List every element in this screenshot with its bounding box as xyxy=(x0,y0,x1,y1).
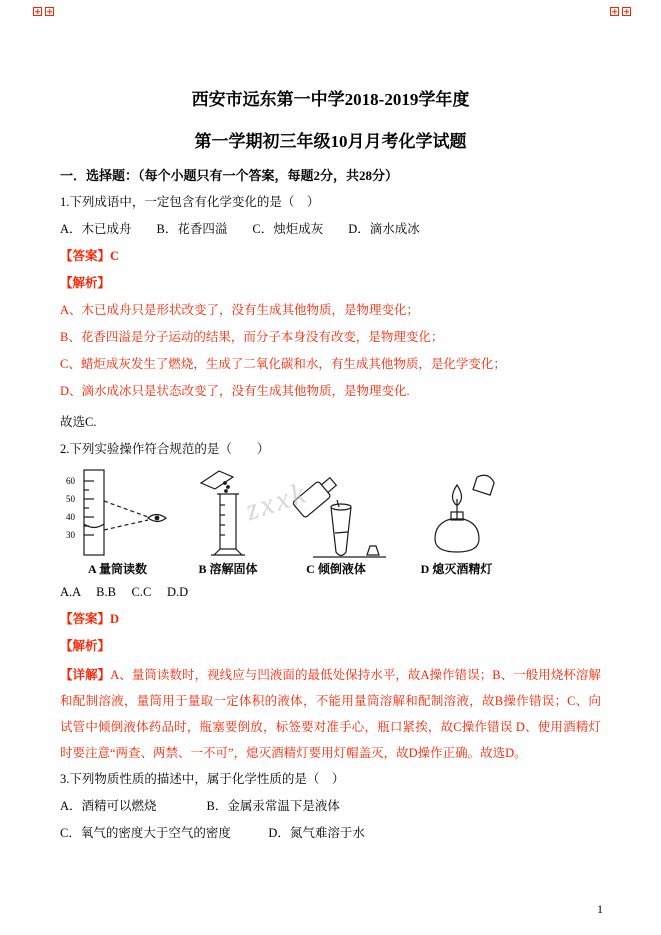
q2-analysis-label: 【解析】 xyxy=(60,639,111,653)
q1-options: A．木已成舟 B．花香四溢 C．烛炬成灰 D．滴水成冰 xyxy=(60,222,420,236)
q2-options: A.A B.B C.C D.D xyxy=(60,585,189,599)
q1-analysis-line-c: C、蜡炬成灰发生了燃烧，生成了二氧化碳和水，有生成其他物质，是化学变化； xyxy=(60,357,506,371)
q2-answer-label: 【答案】 xyxy=(60,612,111,626)
q1-conclusion: 故选C. xyxy=(60,415,97,429)
q2-detail xyxy=(60,662,601,766)
crop-mark-left-icon xyxy=(33,7,54,16)
figure-d-label: D 熄灭酒精灯 xyxy=(420,562,493,576)
q3-stem: 3.下列物质性质的描述中，属于化学性质的是（ ） xyxy=(60,772,345,786)
figure-c-pouring-liquid xyxy=(281,467,391,579)
reagent-bottle-icon xyxy=(292,474,339,518)
figure-a-cylinder-reading xyxy=(60,467,175,579)
section-heading: 一．选择题：（每个小题只有一个答案，每题2分，共28分） xyxy=(60,168,399,183)
q1-answer-label: 【答案】 xyxy=(60,249,111,263)
figure-b-label: B 溶解固体 xyxy=(198,562,258,576)
q2-stem: 2.下列实验操作符合规范的是（ ） xyxy=(60,442,270,456)
q1-analysis-heading xyxy=(60,270,601,297)
crop-mark-square xyxy=(622,7,631,16)
q3-options-line-1: A．酒精可以燃烧 B．金属汞常温下是液体 xyxy=(60,799,340,813)
q1-stem: 1.下列成语中，一定包含有化学变化的是（ ） xyxy=(60,195,320,209)
q1-answer-value: C xyxy=(110,249,120,263)
scale-40: 40 xyxy=(66,512,75,522)
q2-answer-line xyxy=(60,606,601,633)
dissolving-solid-image xyxy=(193,467,263,559)
q1-analysis-line-a: A、木已成舟只是形状改变了，没有生成其他物质，是物理变化； xyxy=(60,303,420,317)
figure-b-dissolving-solid xyxy=(193,467,263,579)
q2-analysis-heading xyxy=(60,633,601,660)
scale-60: 60 xyxy=(66,476,75,486)
pouring-drawing xyxy=(292,474,386,557)
cylinder-drawing xyxy=(84,470,148,555)
page-number: 1 xyxy=(597,902,603,916)
dissolving-drawing xyxy=(201,471,245,555)
q1-analysis-line-d: D、滴水成冰只是状态改变了，没有生成其他物质，是物理变化. xyxy=(60,384,410,398)
exam-title-line-1: 西安市远东第一中学2018-2019学年度 xyxy=(191,90,470,109)
q2-answer-value: D xyxy=(110,612,120,626)
q1-analysis-line-b: B、花香四溢是分子运动的结果，而分子本身没有改变，是物理变化； xyxy=(60,330,444,344)
q3-options-line-2: C．氧气的密度大于空气的密度 D．氮气难溶于水 xyxy=(60,826,365,840)
watermark: zxxk xyxy=(241,476,313,528)
q2-figure xyxy=(60,467,520,579)
crop-mark-right-icon xyxy=(610,7,631,16)
extinguish-lamp-image xyxy=(409,467,504,559)
scale-50: 50 xyxy=(66,494,75,504)
lamp-drawing xyxy=(435,473,496,552)
pouring-liquid-image xyxy=(281,467,391,559)
crop-mark-square xyxy=(33,7,42,16)
figure-d-extinguish-lamp xyxy=(409,467,504,579)
q1-analysis-label: 【解析】 xyxy=(60,276,111,290)
figure-a-label: A 量筒读数 xyxy=(87,562,147,576)
q1-answer-line xyxy=(60,243,601,270)
crop-mark-square xyxy=(610,7,619,16)
q2-detail-text: A、量筒读数时，视线应与凹液面的最低处保持水平，故A操作错误；B、一般用烧杯溶解和配制溶液，量筒用于量取一定体积的液体，不能用量筒溶解和配制溶液，故B操作错误；C、向试管中倾倒液体药品时，瓶塞要倒放，标签要对准手心，瓶口紧挨，故C操作错误 D、使用酒精灯时要注意“两查、两禁、一不可”，熄灭酒精灯要用灯帽盖灭，故D操作正确。故选D。 xyxy=(60,668,601,760)
q2-detail-label: 【详解】 xyxy=(60,668,111,682)
scale-30: 30 xyxy=(66,530,75,540)
eye-icon xyxy=(148,515,166,522)
figure-c-label: C 倾倒液体 xyxy=(306,562,366,576)
exam-title-line-2: 第一学期初三年级10月月考化学试题 xyxy=(194,132,467,151)
cylinder-reading-image xyxy=(60,467,175,559)
crop-mark-square xyxy=(45,7,54,16)
lamp-cap-icon xyxy=(473,473,496,495)
